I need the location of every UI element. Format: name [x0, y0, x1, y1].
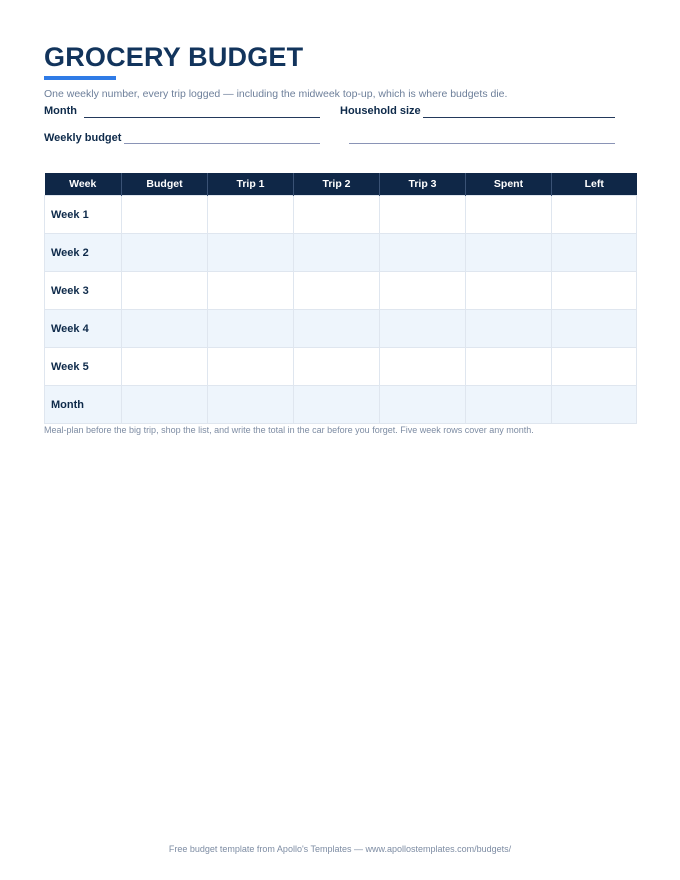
trip-1-cell[interactable] — [208, 310, 294, 348]
trip-2-cell[interactable] — [294, 310, 380, 348]
row-label: Week 4 — [45, 310, 122, 348]
page-footer: Free budget template from Apollo's Templates — www.apollostemplates.com/budgets/ — [168, 844, 512, 854]
row-label: Week 1 — [45, 196, 122, 234]
trip-3-cell[interactable] — [380, 310, 466, 348]
trip-1-cell[interactable] — [208, 234, 294, 272]
trip-3-cell[interactable] — [380, 234, 466, 272]
table-row — [45, 196, 637, 234]
trip-2-cell[interactable] — [294, 272, 380, 310]
left-cell[interactable] — [552, 196, 637, 234]
column-header-trip-2: Trip 2 — [294, 173, 380, 196]
spent-cell[interactable] — [466, 386, 552, 424]
month-field[interactable] — [84, 117, 320, 118]
column-header-left: Left — [552, 173, 637, 196]
page-subtitle: One weekly number, every trip logged — including the midweek top-up, which is where budgets die. — [44, 88, 508, 100]
trip-2-cell[interactable] — [294, 348, 380, 386]
budget-cell[interactable] — [122, 272, 208, 310]
row-label: Week 3 — [45, 272, 122, 310]
row-label: Week 2 — [45, 234, 122, 272]
column-header-budget: Budget — [122, 173, 208, 196]
table-row-month-total — [45, 386, 637, 424]
table-row — [45, 272, 637, 310]
page-title: GROCERY BUDGET — [44, 42, 304, 72]
row-label: Month — [45, 386, 122, 424]
left-cell[interactable] — [552, 234, 637, 272]
table-row — [45, 234, 637, 272]
budget-cell[interactable] — [122, 348, 208, 386]
month-label: Month — [44, 105, 77, 117]
trip-1-cell[interactable] — [208, 196, 294, 234]
left-cell[interactable] — [552, 310, 637, 348]
spent-cell[interactable] — [466, 272, 552, 310]
budget-cell[interactable] — [122, 196, 208, 234]
spent-cell[interactable] — [466, 234, 552, 272]
column-header-week: Week — [45, 173, 122, 196]
grocery-budget-table — [44, 173, 637, 424]
left-cell[interactable] — [552, 272, 637, 310]
table-header-row — [45, 173, 637, 196]
row-label: Week 5 — [45, 348, 122, 386]
title-accent-rule — [44, 76, 116, 80]
extra-blank-field[interactable] — [349, 143, 615, 144]
trip-3-cell[interactable] — [380, 196, 466, 234]
trip-3-cell[interactable] — [380, 386, 466, 424]
trip-1-cell[interactable] — [208, 386, 294, 424]
spent-cell[interactable] — [466, 310, 552, 348]
trip-3-cell[interactable] — [380, 272, 466, 310]
left-cell[interactable] — [552, 348, 637, 386]
budget-cell[interactable] — [122, 386, 208, 424]
table-row — [45, 348, 637, 386]
household-size-label: Household size — [340, 105, 421, 117]
trip-1-cell[interactable] — [208, 272, 294, 310]
trip-1-cell[interactable] — [208, 348, 294, 386]
weekly-budget-label: Weekly budget — [44, 132, 122, 144]
spent-cell[interactable] — [466, 348, 552, 386]
trip-2-cell[interactable] — [294, 386, 380, 424]
trip-2-cell[interactable] — [294, 234, 380, 272]
column-header-spent: Spent — [466, 173, 552, 196]
weekly-budget-field[interactable] — [124, 143, 320, 144]
trip-2-cell[interactable] — [294, 196, 380, 234]
column-header-trip-3: Trip 3 — [380, 173, 466, 196]
left-cell[interactable] — [552, 386, 637, 424]
budget-cell[interactable] — [122, 234, 208, 272]
spent-cell[interactable] — [466, 196, 552, 234]
budget-cell[interactable] — [122, 310, 208, 348]
household-size-field[interactable] — [423, 117, 615, 118]
table-row — [45, 310, 637, 348]
column-header-trip-1: Trip 1 — [208, 173, 294, 196]
trip-3-cell[interactable] — [380, 348, 466, 386]
table-footnote: Meal-plan before the big trip, shop the list, and write the total in the car before you forget. Five week rows cover any month. — [44, 425, 534, 435]
